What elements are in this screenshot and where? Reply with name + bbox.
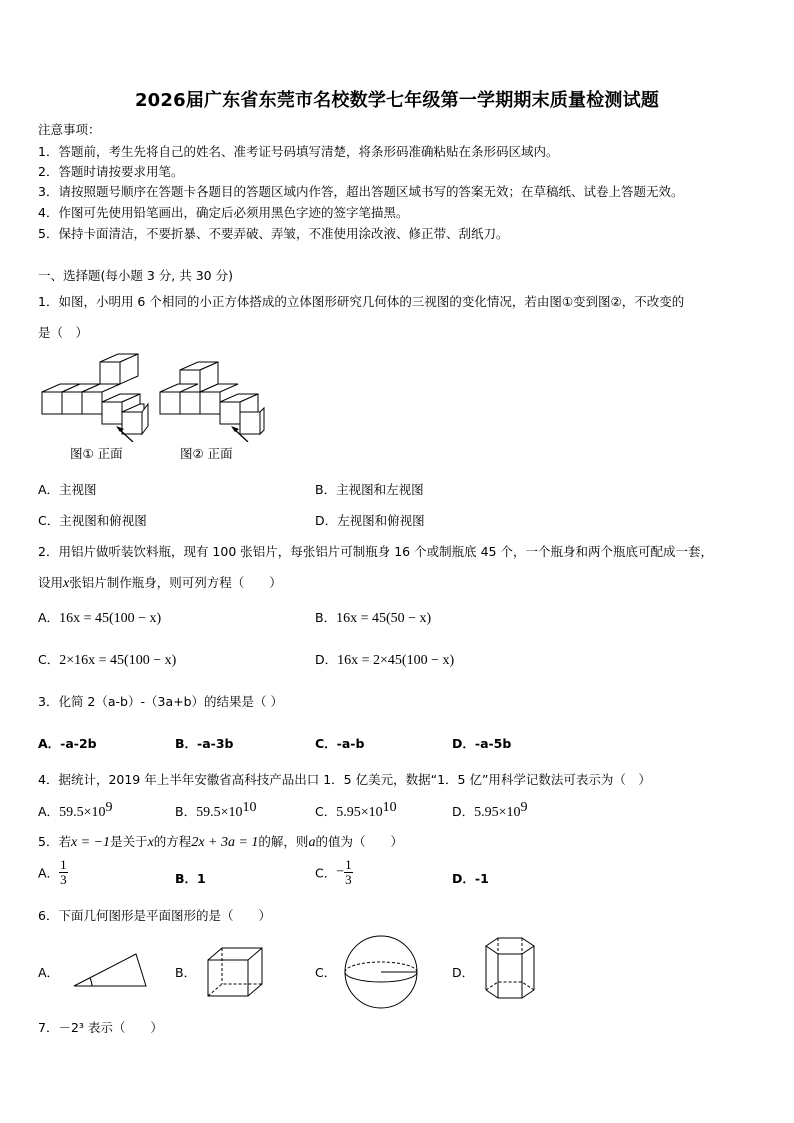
triangle-figure <box>62 940 154 1002</box>
q3-option-a[interactable]: A．-a-2b <box>38 736 97 751</box>
q5-stem: 5．若x = −1是关于x的方程2x + 3a = 1的解，则a的值为（ ） <box>38 834 403 850</box>
q4-option-a[interactable]: A．$59.5\times 10^9$ <box>38 800 113 821</box>
section-heading: 一、选择题(每小题 3 分, 共 30 分) <box>38 268 233 283</box>
q3-stem: 3．化简 2（a-b）-（3a+b）的结果是（ ） <box>38 694 283 709</box>
notice-item-3: 3．请按照题号顺序在答题卡各题目的答题区域内作答，超出答题区域书写的答案无效；在草稿纸、试卷上答题无效。 <box>38 184 684 199</box>
q1-option-b[interactable]: B．主视图和左视图 <box>315 482 424 497</box>
sphere-figure <box>338 932 424 1012</box>
q1-option-d[interactable]: D．左视图和俯视图 <box>315 513 425 528</box>
q1-option-a[interactable]: A．主视图 <box>38 482 97 497</box>
q2-stem-line1: 2．用铝片做听装饮料瓶，现有 100 张铝片，每张铝片可制瓶身 16 个或制瓶底 45 个，一个瓶身和两个瓶底可配成一套， <box>38 544 713 559</box>
q2-option-d[interactable]: D．16x = 2×45(100 − x) <box>315 652 455 668</box>
notice-item-5: 5．保持卡面清洁，不要折暴、不要弄破、弄皱，不准使用涂改液、修正带、刮纸刀。 <box>38 226 509 241</box>
q1-figure-1 <box>38 352 158 442</box>
q6-stem: 6．下面几何图形是平面图形的是（ ） <box>38 908 271 923</box>
notice-item-2: 2．答题时请按要求用笔。 <box>38 164 184 179</box>
q2-option-b[interactable]: B．16x = 45(50 − x) <box>315 610 432 626</box>
cube-figure <box>200 940 272 1002</box>
q4-stem: 4．据统计，2019 年上半年安徽省高科技产品出口 1．5 亿美元，数据“1．5 亿”用科学记数法可表示为（ ） <box>38 772 651 787</box>
q4-option-b[interactable]: B．$59.5\times 10^{10}$ <box>175 800 257 821</box>
notice-item-4: 4．作图可先使用铅笔画出，确定后必须用黑色字迹的签字笔描黑。 <box>38 205 409 220</box>
q1-stem-line1: 1．如图，小明用 6 个相同的小正方体搭成的立体图形研究几何体的三视图的变化情况，若由图①变到图②，不改变的 <box>38 294 685 309</box>
q7-stem: 7．－2³ 表示（ ） <box>38 1020 163 1035</box>
q1-figure-2-label: 图② 正面 <box>180 446 233 461</box>
q1-figure-2 <box>156 352 268 442</box>
q2-option-c[interactable]: C．2×16x = 45(100 − x) <box>38 652 177 668</box>
q4-option-d[interactable]: D．$5.95\times 10^9$ <box>452 800 528 821</box>
q5-option-d[interactable]: D．-1 <box>452 871 489 886</box>
hexagonal-prism-figure <box>476 934 546 1006</box>
notice-heading: 注意事项： <box>38 122 101 137</box>
q1-option-c[interactable]: C．主视图和俯视图 <box>38 513 147 528</box>
q5-option-c[interactable]: C．− $\frac{1}{3}$ <box>315 857 352 887</box>
q2-stem-line2: 设用x张铝片制作瓶身，则可列方程（ ） <box>38 575 282 591</box>
q3-option-b[interactable]: B．-a-3b <box>175 736 234 751</box>
q5-option-a[interactable]: A． $\frac{1}{3}$ <box>38 857 67 887</box>
q6-option-b[interactable]: B． <box>175 965 197 980</box>
q6-option-c[interactable]: C． <box>315 965 337 980</box>
q3-option-d[interactable]: D．-a-5b <box>452 736 512 751</box>
q6-option-d[interactable]: D． <box>452 965 475 980</box>
notice-item-1: 1．答题前，考生先将自己的姓名、准考证号码填写清楚，将条形码准确粘贴在条形码区域内。 <box>38 144 559 159</box>
q4-option-c[interactable]: C．$5.95\times 10^{10}$ <box>315 800 397 821</box>
q5-option-b[interactable]: B．1 <box>175 871 206 886</box>
q2-option-a[interactable]: A．16x = 45(100 − x) <box>38 610 162 626</box>
page-title: 2026届广东省东莞市名校数学七年级第一学期期末质量检测试题 <box>134 90 660 111</box>
q1-figure-1-label: 图① 正面 <box>70 446 123 461</box>
q3-option-c[interactable]: C．-a-b <box>315 736 365 751</box>
q6-option-a[interactable]: A． <box>38 965 60 980</box>
q1-stem-line2: 是（ ） <box>38 325 89 340</box>
